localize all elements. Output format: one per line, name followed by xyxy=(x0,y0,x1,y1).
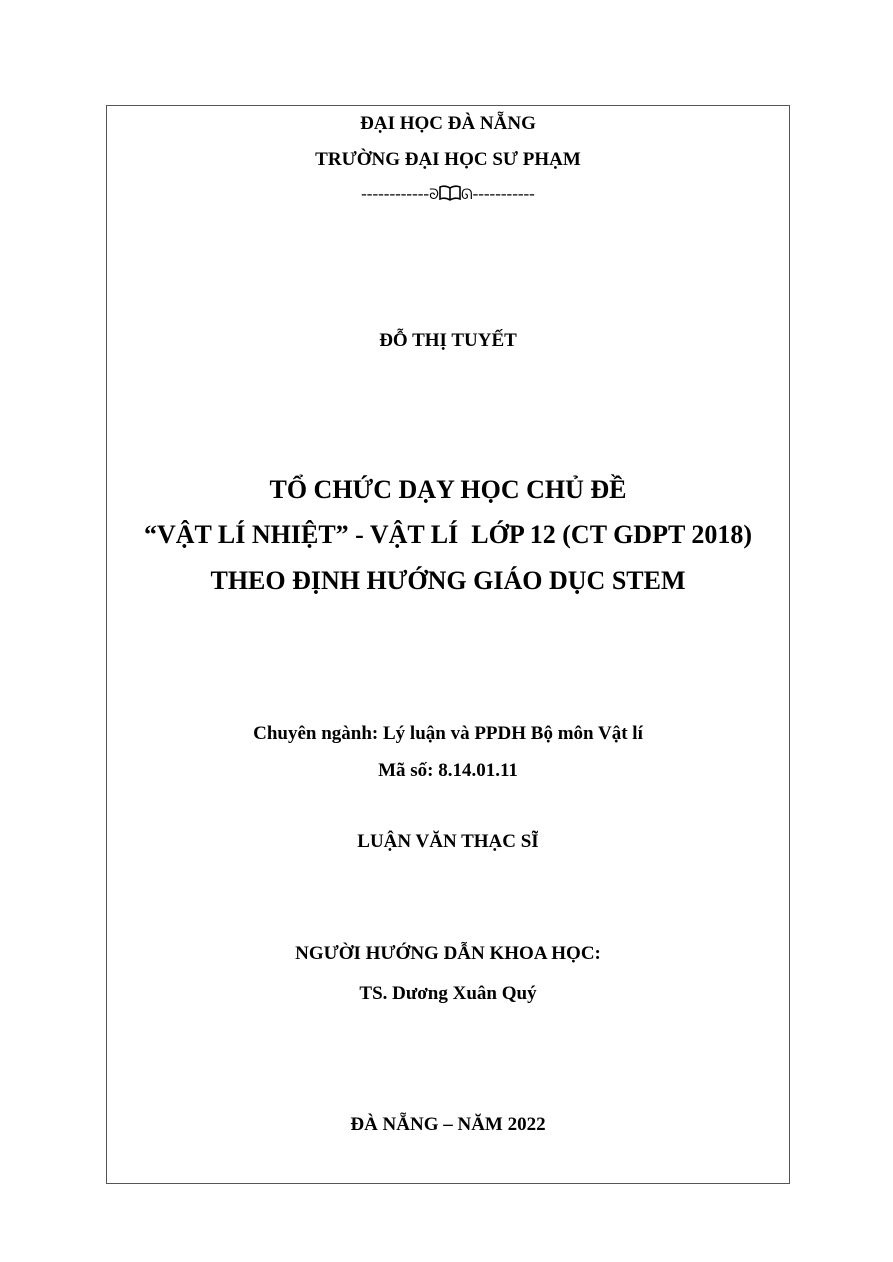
university-name: ĐẠI HỌC ĐÀ NẴNG xyxy=(360,113,536,134)
advisor-name: TS. Dương Xuân Quý xyxy=(359,983,537,1004)
thesis-title-line-2: “VẬT LÍ NHIỆT” - VẬT LÍ LỚP 12 (CT GDPT 2018) xyxy=(144,520,752,549)
ornament-left-flourish-icon: ᘐ xyxy=(429,187,439,203)
open-book-icon xyxy=(439,185,461,206)
ornament-right-flourish-icon: ᘏ xyxy=(460,187,473,203)
school-name: TRƯỜNG ĐẠI HỌC SƯ PHẠM xyxy=(315,149,581,170)
ornament-right-dashes: ----------- xyxy=(472,184,535,203)
author-name: ĐỖ THỊ TUYẾT xyxy=(379,330,517,351)
thesis-title-line-1: TỔ CHỨC DẠY HỌC CHỦ ĐỀ xyxy=(269,475,627,504)
place-and-year: ĐÀ NẴNG – NĂM 2022 xyxy=(350,1114,546,1135)
ornament-left-dashes: ------------ xyxy=(361,184,430,203)
specialization: Chuyên ngành: Lý luận và PPDH Bộ môn Vật lí xyxy=(253,723,643,744)
page-border xyxy=(106,105,790,1184)
ornament-divider xyxy=(106,184,790,206)
thesis-title-line-3: THEO ĐỊNH HƯỚNG GIÁO DỤC STEM xyxy=(210,566,686,595)
degree-type: LUẬN VĂN THẠC SĨ xyxy=(357,831,539,852)
advisor-label: NGƯỜI HƯỚNG DẪN KHOA HỌC: xyxy=(295,943,601,964)
major-code: Mã số: 8.14.01.11 xyxy=(378,760,518,781)
